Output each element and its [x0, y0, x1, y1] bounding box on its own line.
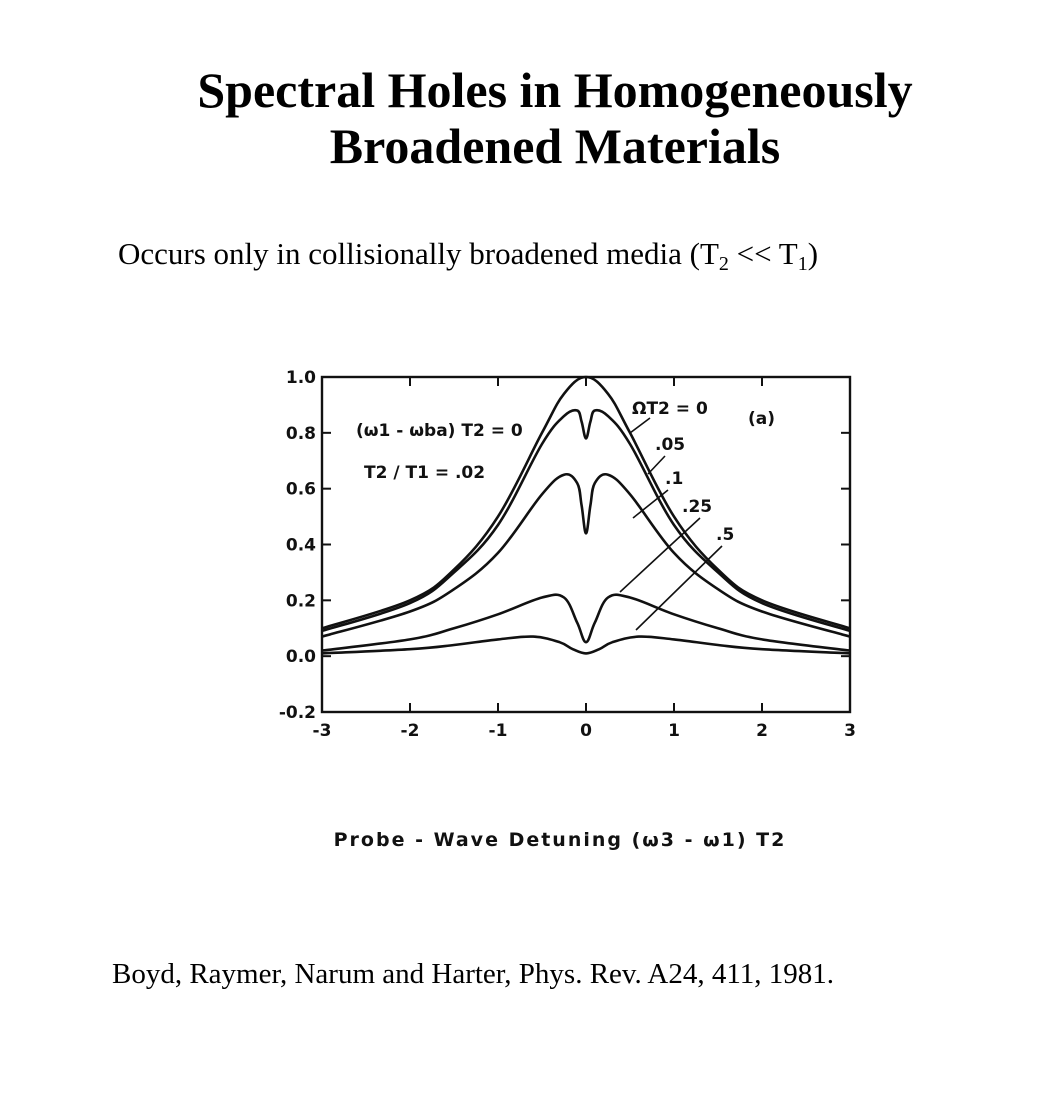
- subtitle-end: ): [807, 236, 819, 271]
- series-leader-1: [648, 456, 665, 474]
- x-tick-label: 3: [844, 721, 856, 741]
- y-tick-label: 0.6: [285, 479, 316, 500]
- series-leader-3: [620, 518, 700, 592]
- x-tick-label: 0: [580, 721, 592, 741]
- y-tick-label: -0.2: [278, 703, 316, 723]
- series-leader-0: [630, 418, 650, 433]
- title-line-2: Broadened Materials: [329, 118, 781, 174]
- y-tick-label: 0.0: [285, 647, 316, 668]
- x-axis-label: Probe - Wave Detuning (ω3 - ω1) T2: [333, 829, 787, 851]
- subtitle-text: Occurs only in collisionally broadened media (T: [118, 236, 719, 271]
- y-tick-label: 0.2: [285, 591, 316, 612]
- series-label-4: .5: [716, 525, 735, 545]
- subtitle-sub-2: 2: [718, 253, 729, 275]
- annotation-t2-t1: T2 / T1 = .02: [364, 463, 486, 483]
- subtitle-mid: << T: [728, 236, 798, 271]
- series-label-3: .25: [682, 497, 713, 517]
- y-tick-label: 0.8: [285, 423, 316, 444]
- series-label-0: ΩT2 = 0: [632, 399, 708, 419]
- x-tick-label: -1: [488, 721, 508, 741]
- x-tick-label: -2: [400, 721, 420, 741]
- series-label-1: .05: [655, 435, 686, 455]
- y-tick-label: 1.0: [285, 368, 316, 388]
- x-tick-label: 2: [756, 721, 768, 741]
- panel-label: (a): [748, 409, 776, 429]
- x-tick-label: 1: [668, 721, 680, 741]
- subtitle-sub-1: 1: [797, 253, 808, 275]
- series-line-4: [322, 637, 850, 654]
- series-label-2: .1: [665, 469, 684, 489]
- series-line-2: [322, 474, 850, 636]
- title-line-1: Spectral Holes in Homogeneously: [197, 62, 913, 118]
- citation: Boyd, Raymer, Narum and Harter, Phys. Rev. A24, 411, 1981.: [112, 958, 835, 990]
- series-line-1: [322, 410, 850, 631]
- y-tick-label: 0.4: [285, 535, 316, 556]
- x-tick-label: -3: [312, 721, 332, 741]
- annotation-detuning: (ω1 - ωba) T2 = 0: [356, 421, 523, 441]
